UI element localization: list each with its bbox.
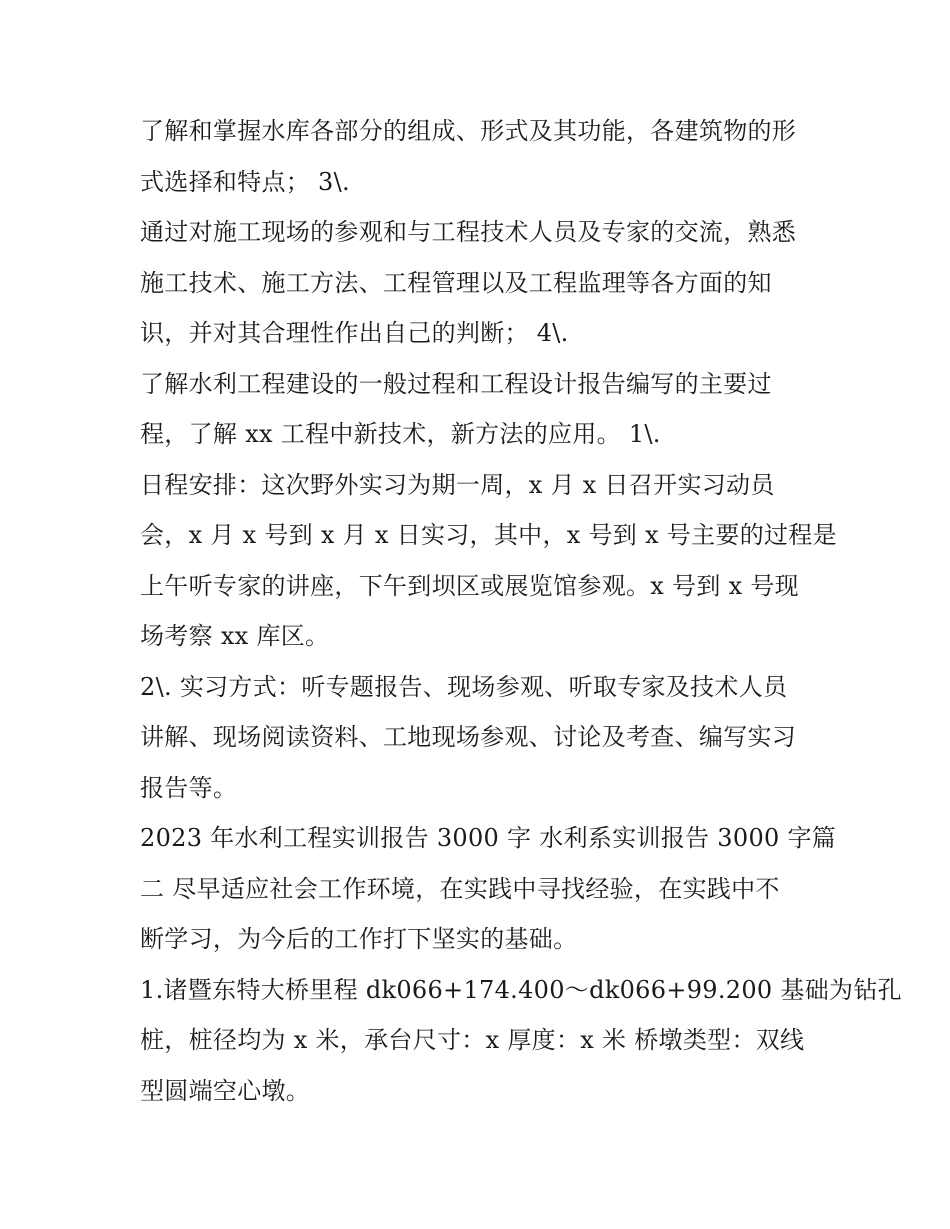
text-line: 通过对施工现场的参观和与工程技术人员及专家的交流，熟悉 [140,218,797,246]
text-line: 上午听专家的讲座，下午到坝区或展览馆参观。x 号到 x 号现 [140,571,799,600]
paragraph-site-visit [140,207,820,359]
text-line: 施工技术、施工方法、工程管理以及工程监理等各方面的知 [140,268,772,297]
text-line: 二 尽早适应社会工作环境，在实践中寻找经验，在实践中不 [140,874,780,903]
paragraph-design-process [140,359,820,460]
paragraph-schedule [140,460,837,662]
text-line: 程，了解 xx 工程中新技术，新方法的应用。 1\. [140,420,661,448]
text-line: 了解和掌握水库各部分的组成、形式及其功能，各建筑物的形 [140,117,797,145]
text-line: 2023 年水利工程实训报告 3000 字 水利系实训报告 3000 字篇 [140,824,837,852]
text-line: 识，并对其合理性作出自己的判断； 4\. [140,319,569,347]
text-line: 式选择和特点； 3\. [140,167,350,196]
text-line: 桩，桩径均为 x 米，承台尺寸：x 厚度：x 米 桥墩类型：双线 [140,1026,805,1054]
text-line: 日程安排：这次野外实习为期一周，x 月 x 日召开实习动员 [140,470,775,499]
paragraph-practice-methods [140,662,820,814]
paragraph-bridge-details [140,965,902,1117]
text-line: 断学习，为今后的工作打下坚实的基础。 [140,925,578,953]
document-body [140,106,902,1116]
text-line: 了解水利工程建设的一般过程和工程设计报告编写的主要过 [140,369,772,398]
paragraph-reservoir-components [140,106,820,207]
text-line: 型圆端空心墩。 [140,1076,311,1105]
text-line: 1.诸暨东特大桥里程 dk066+174.400～dk066+99.200 基础为钻孔 [140,975,902,1004]
text-line: 讲解、现场阅读资料、工地现场参观、讨论及考查、编写实习 [140,723,797,751]
text-line: 报告等。 [140,773,238,802]
paragraph-report-title [140,813,837,965]
text-line: 场考察 xx 库区。 [140,622,330,650]
text-line: 2\. 实习方式：听专题报告、现场参观、听取专家及技术人员 [140,672,788,701]
text-line: 会，x 月 x 号到 x 月 x 日实习，其中，x 号到 x 号主要的过程是 [140,521,837,549]
